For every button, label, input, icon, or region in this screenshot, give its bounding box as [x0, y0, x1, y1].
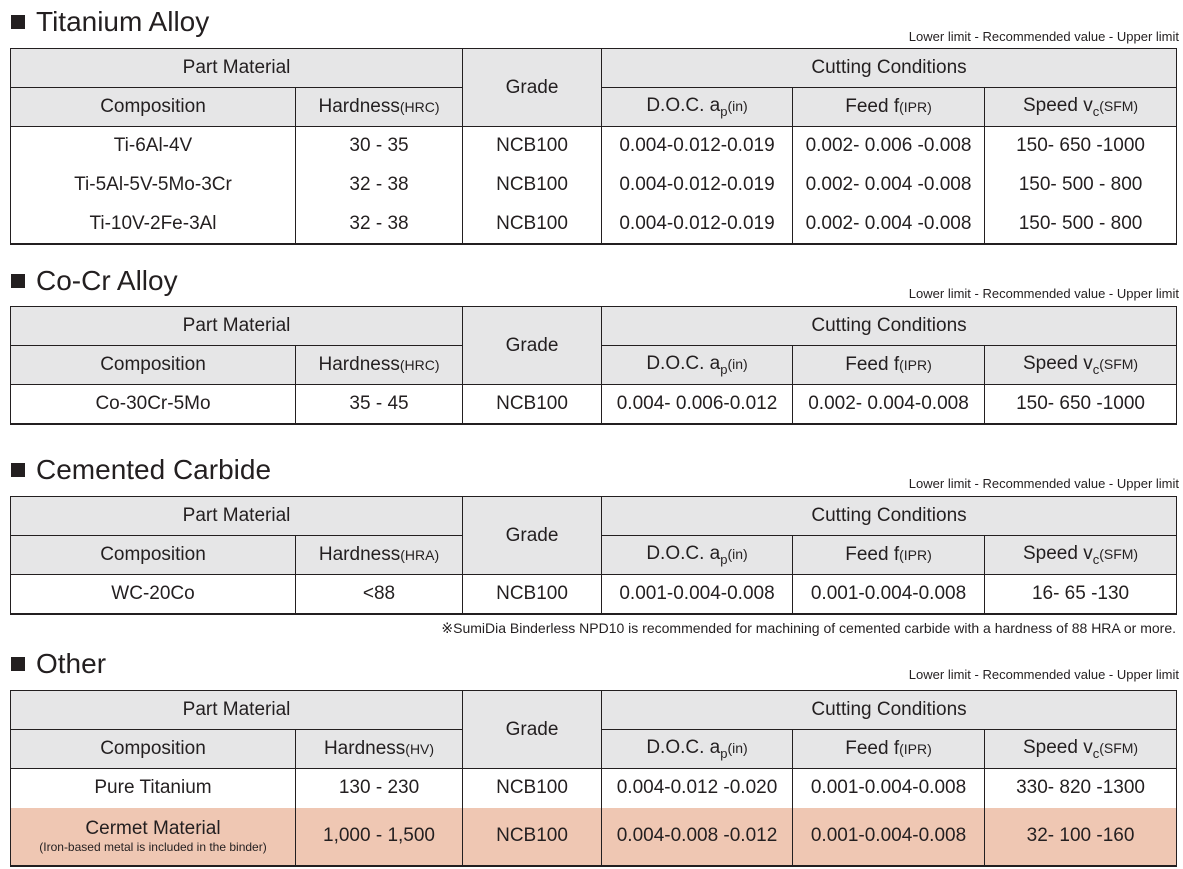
feed-cell: 0.001-0.004-0.008	[793, 769, 985, 808]
part-material-header: Part Material	[11, 691, 463, 730]
doc-cell: 0.004- 0.006-0.012	[602, 385, 793, 424]
feed-cell: 0.002- 0.004 -0.008	[793, 166, 985, 205]
speed-cell: 150- 500 - 800	[985, 166, 1177, 205]
speed-header: Speed $v_c(SFM)$	[985, 88, 1177, 127]
doc-header: D.O.C. $a_p(in)$	[602, 730, 793, 769]
part-material-header: Part Material	[11, 497, 463, 536]
composition-header: Composition	[11, 346, 296, 385]
grade-cell: NCB100	[463, 575, 602, 614]
section-title: Cemented Carbide	[11, 450, 271, 490]
section-title: Titanium Alloy	[11, 2, 209, 42]
cutting-conditions-header: Cutting Conditions	[602, 307, 1177, 346]
feed-header: Feed f(IPR)	[793, 346, 985, 385]
table-row-highlighted	[11, 808, 1177, 866]
table-row	[11, 127, 1177, 166]
square-bullet-icon	[11, 15, 25, 29]
speed-cell: 150- 650 -1000	[985, 385, 1177, 424]
cutting-conditions-header: Cutting Conditions	[602, 49, 1177, 88]
square-bullet-icon	[11, 657, 25, 671]
composition-cell: Ti-5Al-5V-5Mo-3Cr	[11, 166, 296, 205]
composition-cell: Pure Titanium	[11, 769, 296, 808]
speed-cell: 16- 65 -130	[985, 575, 1177, 614]
hardness-header: Hardness(HV)	[296, 730, 463, 769]
grade-cell: NCB100	[463, 127, 602, 166]
feed-header: Feed f(IPR)	[793, 536, 985, 575]
doc-header: D.O.C. $a_p(in)$	[602, 88, 793, 127]
footnote: ※SumiDia Binderless NPD10 is recommended for machining of cemented carbide with a hardness of 88 HRA or more.	[441, 620, 1176, 636]
composition-note: (Iron-based metal is included in the binder)	[39, 840, 267, 854]
composition-cell: Ti-10V-2Fe-3Al	[11, 205, 296, 244]
cutting-conditions-header: Cutting Conditions	[602, 497, 1177, 536]
composition-header: Composition	[11, 536, 296, 575]
hardness-cell: 32 - 38	[296, 166, 463, 205]
square-bullet-icon	[11, 274, 25, 288]
cutting-table	[10, 690, 1177, 867]
hardness-cell: 35 - 45	[296, 385, 463, 424]
feed-cell: 0.001-0.004-0.008	[793, 575, 985, 614]
table-row	[11, 205, 1177, 244]
composition-cell: Ti-6Al-4V	[11, 127, 296, 166]
grade-cell: NCB100	[463, 769, 602, 808]
hardness-cell: <88	[296, 575, 463, 614]
speed-cell: 330- 820 -1300	[985, 769, 1177, 808]
limit-legend: Lower limit - Recommended value - Upper limit	[908, 29, 1179, 44]
grade-cell: NCB100	[463, 205, 602, 244]
hardness-header: Hardness(HRC)	[296, 88, 463, 127]
feed-header: Feed f(IPR)	[793, 88, 985, 127]
cutting-table	[10, 306, 1177, 425]
composition-header: Composition	[11, 88, 296, 127]
feed-cell: 0.002- 0.006 -0.008	[793, 127, 985, 166]
speed-cell: 150- 650 -1000	[985, 127, 1177, 166]
limit-legend: Lower limit - Recommended value - Upper limit	[908, 476, 1179, 491]
cutting-table	[10, 496, 1177, 615]
composition-header: Composition	[11, 730, 296, 769]
cutting-conditions-header: Cutting Conditions	[602, 691, 1177, 730]
square-bullet-icon	[11, 463, 25, 477]
doc-cell: 0.004-0.012-0.019	[602, 166, 793, 205]
grade-header: Grade	[463, 307, 602, 385]
doc-cell: 0.004-0.012 -0.020	[602, 769, 793, 808]
cutting-table	[10, 48, 1177, 245]
speed-cell: 32- 100 -160	[985, 808, 1177, 866]
composition-cell: Cermet Material (Iron-based metal is included in the binder)	[11, 808, 296, 866]
grade-cell: NCB100	[463, 166, 602, 205]
section-title: Co-Cr Alloy	[11, 261, 178, 301]
section-title: Other	[11, 644, 106, 684]
doc-cell: 0.004-0.008 -0.012	[602, 808, 793, 866]
doc-cell: 0.004-0.012-0.019	[602, 127, 793, 166]
feed-header: Feed f(IPR)	[793, 730, 985, 769]
table-row	[11, 385, 1177, 424]
doc-cell: 0.001-0.004-0.008	[602, 575, 793, 614]
grade-cell: NCB100	[463, 808, 602, 866]
doc-cell: 0.004-0.012-0.019	[602, 205, 793, 244]
composition-cell: Co-30Cr-5Mo	[11, 385, 296, 424]
composition-cell: WC-20Co	[11, 575, 296, 614]
speed-header: Speed $v_c(SFM)$	[985, 536, 1177, 575]
doc-header: D.O.C. $a_p(in)$	[602, 346, 793, 385]
speed-header: Speed $v_c(SFM)$	[985, 730, 1177, 769]
hardness-cell: 1,000 - 1,500	[296, 808, 463, 866]
hardness-header: Hardness(HRC)	[296, 346, 463, 385]
table-row	[11, 769, 1177, 808]
feed-cell: 0.001-0.004-0.008	[793, 808, 985, 866]
doc-header: D.O.C. $a_p(in)$	[602, 536, 793, 575]
grade-header: Grade	[463, 49, 602, 127]
limit-legend: Lower limit - Recommended value - Upper limit	[908, 286, 1179, 301]
speed-header: Speed $v_c(SFM)$	[985, 346, 1177, 385]
hardness-header: Hardness(HRA)	[296, 536, 463, 575]
hardness-cell: 30 - 35	[296, 127, 463, 166]
grade-cell: NCB100	[463, 385, 602, 424]
feed-cell: 0.002- 0.004 -0.008	[793, 205, 985, 244]
grade-header: Grade	[463, 497, 602, 575]
grade-header: Grade	[463, 691, 602, 769]
feed-cell: 0.002- 0.004-0.008	[793, 385, 985, 424]
part-material-header: Part Material	[11, 307, 463, 346]
hardness-cell: 32 - 38	[296, 205, 463, 244]
part-material-header: Part Material	[11, 49, 463, 88]
table-row	[11, 575, 1177, 614]
limit-legend: Lower limit - Recommended value - Upper limit	[908, 667, 1179, 682]
table-row	[11, 166, 1177, 205]
hardness-cell: 130 - 230	[296, 769, 463, 808]
speed-cell: 150- 500 - 800	[985, 205, 1177, 244]
